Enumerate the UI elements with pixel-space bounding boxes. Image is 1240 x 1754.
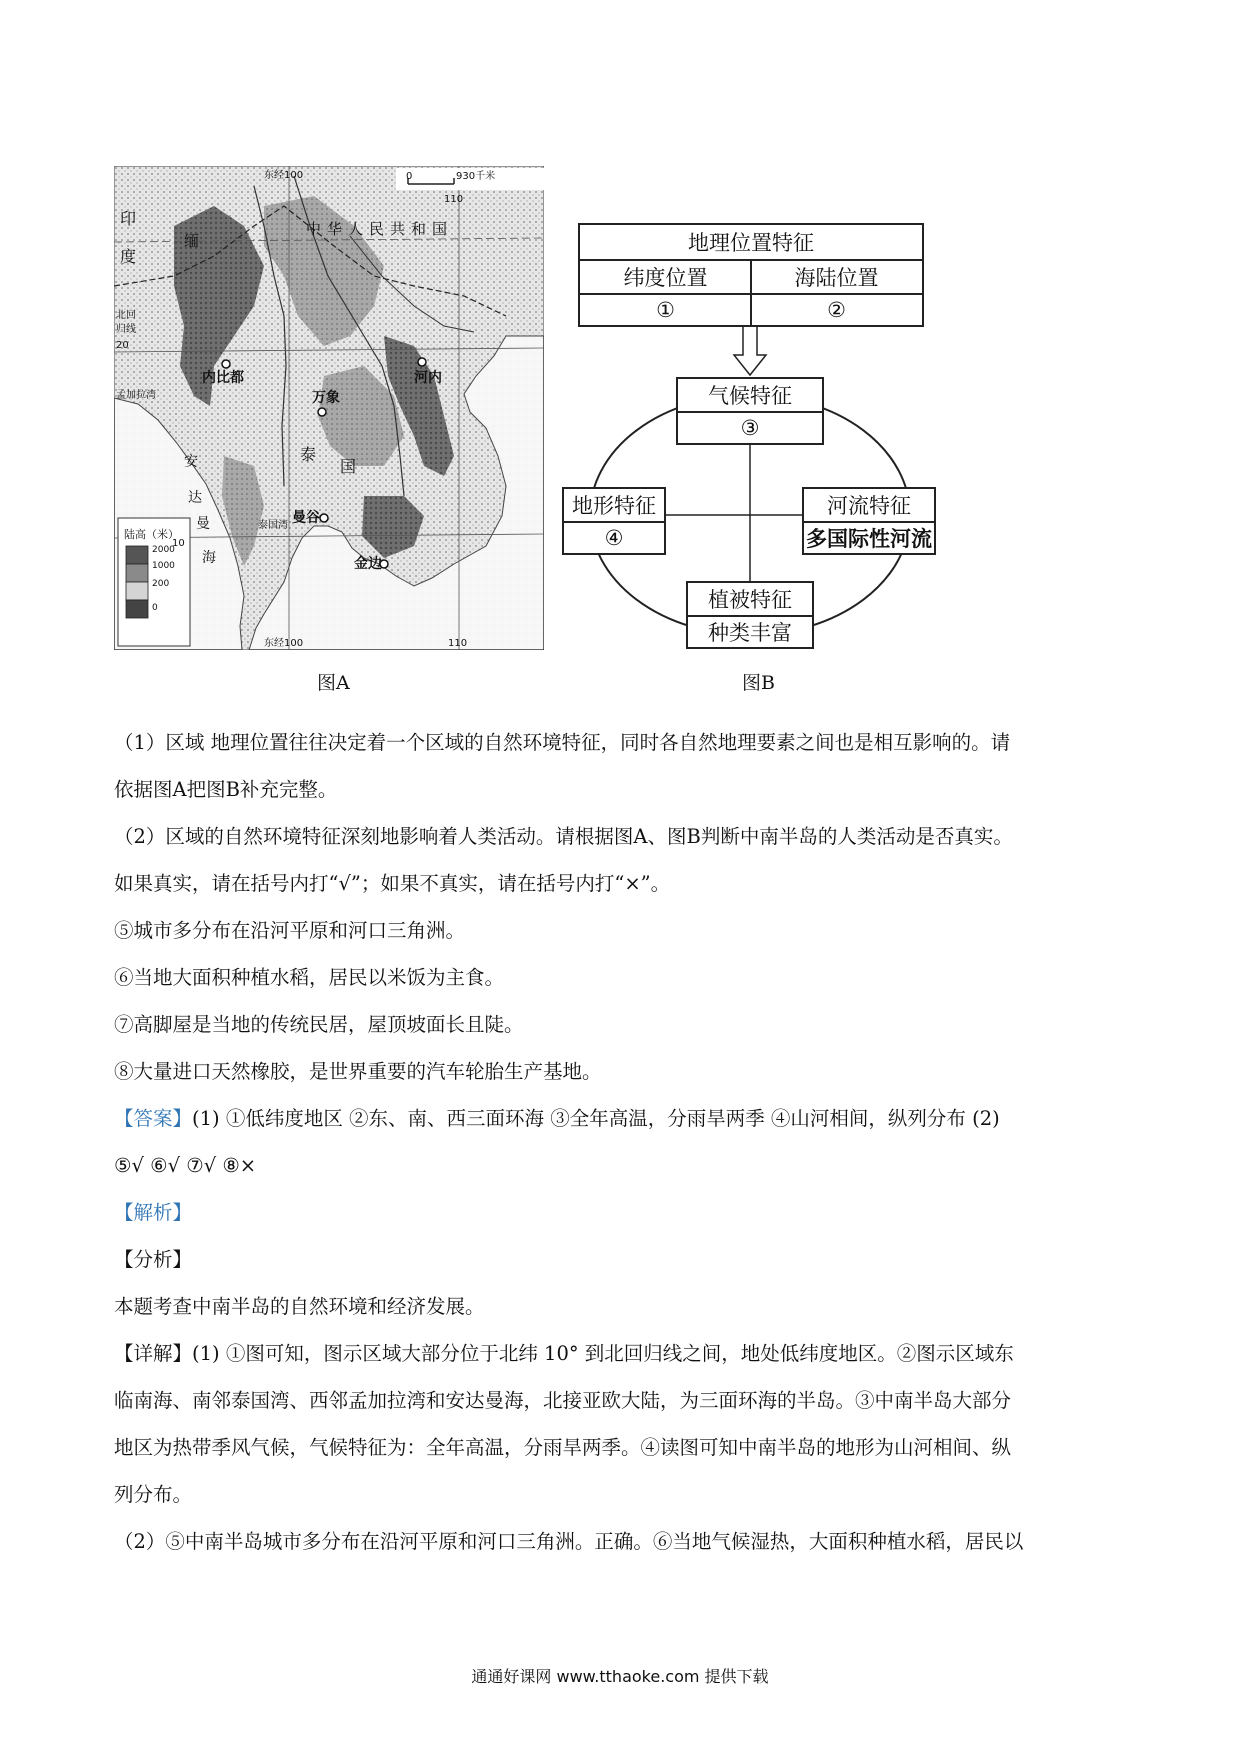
label-lat20: 20 (116, 340, 129, 351)
label-scale: 930千米 (456, 171, 496, 182)
label-gulf-thai: 泰国湾 (258, 520, 288, 531)
river-value: 多国际性河流 (806, 526, 932, 551)
question-2-line-2: 如果真实，请在括号内打“√”；如果不真实，请在括号内打“×”。 (114, 872, 671, 895)
label-india-2: 度 (120, 247, 137, 266)
sea-land-position-label: 海陆位置 (794, 266, 879, 290)
city-vientiane-marker (318, 408, 326, 416)
climate-title: 气候特征 (708, 384, 792, 408)
legend-swatch-1000 (126, 564, 148, 582)
answer-text-1: (1) ①低纬度地区 ②东、南、西三面环海 ③全年高温，分雨旱两季 ④山河相间，纵列分布 (2) (192, 1107, 1000, 1130)
vegetation-title: 植被特征 (708, 588, 792, 612)
blank-1: ① (656, 298, 675, 322)
legend-value-1000: 1000 (152, 561, 175, 571)
label-phnompenh: 金边 (354, 556, 382, 572)
river-box (802, 487, 936, 555)
lat-position-label: 纬度位置 (623, 266, 708, 290)
label-bangkok: 曼谷 (292, 510, 320, 526)
label-naypyidaw: 内比都 (202, 370, 244, 386)
detail-line-4: 列分布。 (114, 1483, 193, 1506)
terrain-title: 地形特征 (572, 494, 656, 518)
detail-line-2: 临南海、南邻泰国湾、西邻孟加拉湾和安达曼海，北接亚欧大陆，为三面环海的半岛。③中南半岛大部分 (114, 1389, 1012, 1412)
legend-swatch-2000 (126, 546, 148, 564)
label-andaman-3: 曼 (196, 516, 210, 532)
label-vientiane: 万象 (312, 390, 340, 406)
detail-text-1: (1) ①图可知，图示区域大部分位于北纬 10° 到北回归线之间，地处低纬度地区。②图示区域东 (192, 1342, 1014, 1365)
caption-figure-b: 图B (742, 672, 775, 694)
page-footer: 通通好课网 www.tthaoke.com 提供下载 (471, 1667, 769, 1686)
statement-5: ⑤城市多分布在沿河平原和河口三角洲。 (114, 919, 466, 942)
answer-line-2: ⑤√ ⑥√ ⑦√ ⑧× (114, 1154, 257, 1177)
label-lon100-top: 东经100 (264, 170, 304, 181)
label-mian: 缅 (184, 232, 200, 250)
label-thai-2: 国 (340, 457, 357, 476)
legend-value-0: 0 (152, 603, 158, 613)
legend-title: 陆高（米） (124, 528, 179, 541)
geo-position-box (578, 223, 924, 327)
city-bangkok-marker (320, 514, 328, 522)
label-north-tropic-2: 归线 (116, 324, 136, 335)
river-title: 河流特征 (827, 494, 911, 518)
climate-box (676, 377, 824, 445)
answer-tag: 【答案】 (114, 1107, 193, 1130)
down-arrow-icon (734, 325, 766, 375)
blank-2: ② (827, 298, 846, 322)
label-andaman-4: 海 (202, 550, 216, 566)
label-india: 印 (120, 209, 137, 228)
label-lon110-top: 110 (444, 194, 464, 205)
geo-position-title: 地理位置特征 (688, 231, 814, 255)
question-2-line-1: （2）区域的自然环境特征深刻地影响着人类活动。请根据图A、图B判断中南半岛的人类活动是否真实。 (114, 825, 1013, 848)
blank-3: ③ (740, 416, 760, 440)
city-hanoi-marker (418, 358, 426, 366)
legend-swatch-0 (126, 600, 148, 618)
vegetation-value: 种类丰富 (708, 621, 792, 645)
label-lon110-bottom: 110 (448, 638, 468, 649)
legend-swatch-200 (126, 582, 148, 600)
caption-figure-a: 图A (317, 672, 350, 694)
label-hanoi: 河内 (414, 370, 442, 386)
blank-4: ④ (604, 526, 624, 550)
detail-line-5: （2）⑤中南半岛城市多分布在沿河平原和河口三角洲。正确。⑥当地气候湿热，大面积种植水稻，居民以 (114, 1530, 1024, 1553)
detail-line-1 (114, 1339, 1124, 1369)
legend-value-2000: 2000 (152, 545, 175, 555)
legend-value-200: 200 (152, 579, 170, 589)
statement-7: ⑦高脚屋是当地的传统民居，屋顶坡面长且陡。 (114, 1013, 524, 1036)
fenxi-text: 本题考查中南半岛的自然环境和经济发展。 (114, 1295, 485, 1318)
label-bay-bengal: 孟加拉湾 (116, 390, 156, 401)
label-lon100-bottom: 东经100 (264, 638, 304, 649)
label-lat10: 10 (172, 538, 185, 549)
answer-line-1 (114, 1104, 1124, 1134)
label-andaman-2: 达 (188, 490, 202, 506)
statement-6: ⑥当地大面积种植水稻，居民以米饭为主食。 (114, 966, 505, 989)
label-thai-1: 泰 (300, 445, 317, 464)
fenxi-tag: 【分析】 (114, 1248, 193, 1271)
city-naypyidaw-marker (222, 360, 230, 368)
label-china: 中华人民共和国 (306, 220, 454, 238)
vegetation-box (686, 581, 814, 649)
label-scale-zero: 0 (406, 171, 413, 182)
terrain-box (562, 487, 666, 555)
label-andaman-1: 安 (184, 454, 198, 470)
analysis-tag: 【解析】 (114, 1201, 193, 1224)
detail-line-3: 地区为热带季风气候，气候特征为：全年高温，分雨旱两季。④读图可知中南半岛的地形为山河相间、纵 (114, 1436, 1012, 1459)
question-1-line-1: （1）区域 地理位置往往决定着一个区域的自然环境特征，同时各自然地理要素之间也是相互影响的。请 (114, 731, 1011, 754)
label-north-tropic: 北回 (116, 310, 136, 321)
detail-tag: 【详解】 (114, 1342, 193, 1365)
statement-8: ⑧大量进口天然橡胶，是世界重要的汽车轮胎生产基地。 (114, 1060, 602, 1083)
diagram-figure-b (560, 215, 940, 655)
map-figure-a (114, 166, 544, 650)
question-1-line-2: 依据图A把图B补充完整。 (114, 778, 338, 801)
